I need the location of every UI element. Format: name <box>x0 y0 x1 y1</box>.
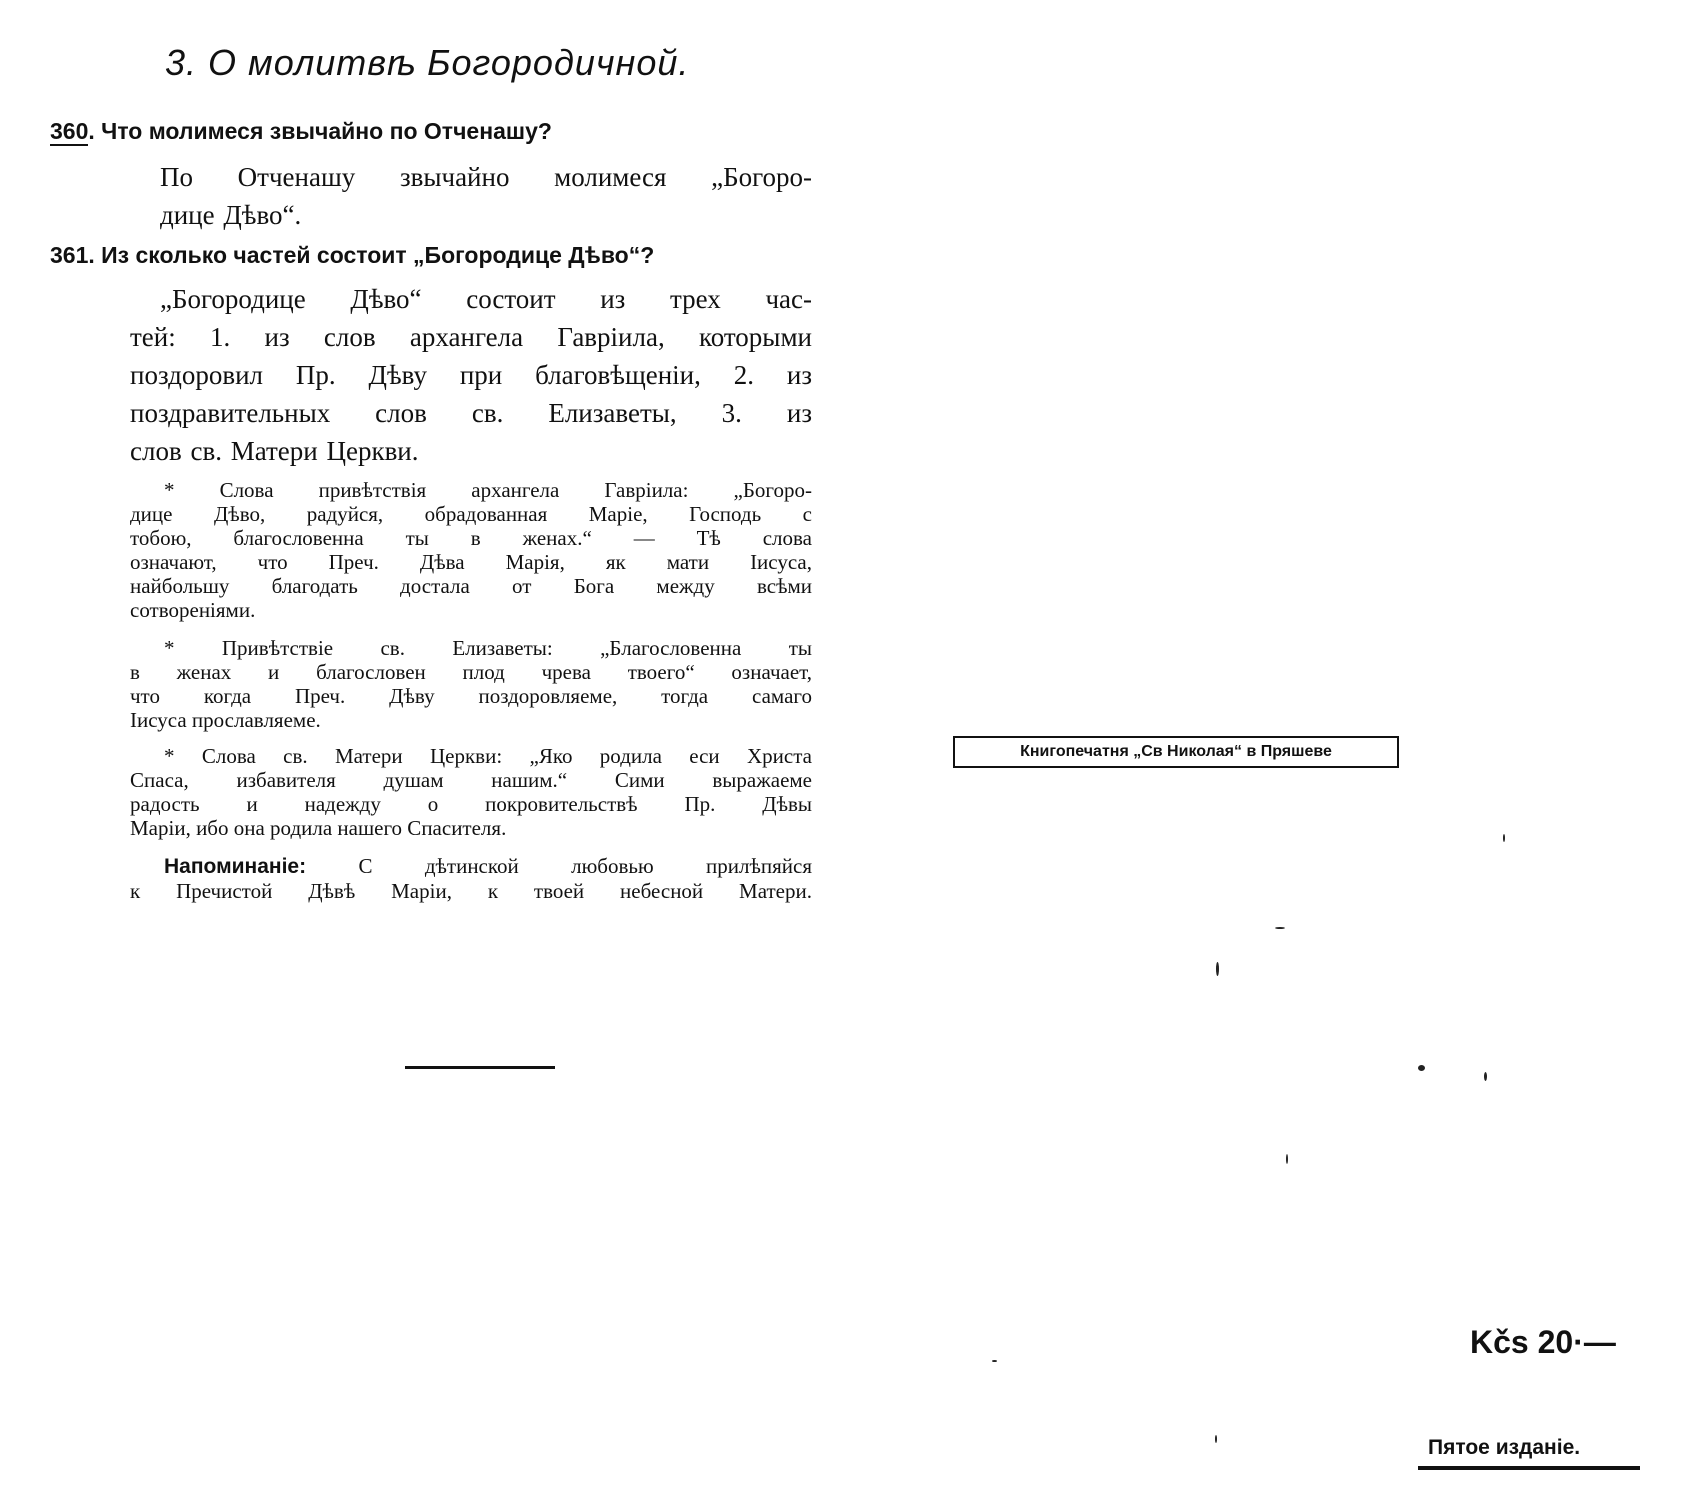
reminder-text: С дѣтинской любовью прилѣпяйся <box>306 854 812 878</box>
answer-line: „Богородице Дѣво“ состоит из трех час- <box>160 284 812 314</box>
note-line: радость и надежду о покровительствѣ Пр. Дѣвы <box>130 792 812 816</box>
reminder-line <box>130 854 812 879</box>
answer-line: слов св. Матери Церкви. <box>130 436 419 466</box>
reminder-line: к Пречистой Дѣвѣ Маріи, к твоей небесной Матери. <box>130 879 812 903</box>
scan-speck <box>1484 1072 1487 1081</box>
answer-line: поздравительных слов св. Елизаветы, 3. из <box>130 398 812 428</box>
section-title: 3. О молитвѣ Богородичной. <box>165 42 690 83</box>
reminder <box>130 854 812 903</box>
scan-speck <box>992 1360 997 1362</box>
note-line: что когда Преч. Дѣву поздоровляеме, тогда самаго <box>130 684 812 708</box>
note-line: дице Дѣво, радуйся, обрадованная Маріе, Господь с <box>130 502 812 526</box>
note-elizabeth <box>130 636 812 732</box>
printer-imprint: Книгопечатня „Св Николая“ в Пряшеве <box>953 736 1399 768</box>
note-line: в женах и благословен плод чрева твоего“ означает, <box>130 660 812 684</box>
scan-speck <box>1275 927 1285 929</box>
answer-line: дице Дѣво“. <box>160 200 302 230</box>
answer-360 <box>160 158 812 234</box>
answer-line: поздоровил Пр. Дѣву при благовѣщеніи, 2. из <box>130 360 812 390</box>
edition-label: Пятое изданіе. <box>1428 1436 1581 1459</box>
reminder-label: Напоминаніе: <box>164 855 307 878</box>
note-line: сотвореніями. <box>130 598 256 622</box>
price: Kčs 20·— <box>1470 1324 1616 1360</box>
note-church <box>130 744 812 840</box>
scan-speck <box>1418 1065 1425 1071</box>
note-line: * Слова привѣтствія архангела Гавріила: „Богоро- <box>164 478 812 502</box>
answer-line: По Отченашу звычайно молимеся „Богоро- <box>160 162 812 192</box>
scan-speck <box>1215 1435 1217 1443</box>
note-archangel <box>130 478 812 622</box>
note-line: тобою, благословенна ты в женах.“ — Тѣ слова <box>130 526 812 550</box>
scan-speck <box>1216 962 1219 976</box>
question-text: . Из сколько частей состоит „Богородице Дѣво“? <box>88 242 655 268</box>
edition-underline <box>1418 1466 1640 1470</box>
note-line: Спаса, избавителя душам нашим.“ Сими выражаеме <box>130 768 812 792</box>
note-line: означают, что Преч. Дѣва Марія, як мати Іисуса, <box>130 550 812 574</box>
question-number: 361 <box>50 242 89 268</box>
answer-line: тей: 1. из слов архангела Гавріила, которыми <box>130 322 812 352</box>
note-line: * Слова св. Матери Церкви: „Яко родила еси Христа <box>164 744 812 768</box>
scan-speck <box>1503 834 1505 842</box>
end-rule <box>405 1066 555 1069</box>
question-number: 360 <box>50 118 89 144</box>
question-361 <box>50 242 654 269</box>
answer-361 <box>130 280 812 470</box>
note-line: Маріи, ибо она родила нашего Спасителя. <box>130 816 507 840</box>
note-line: найбольшу благодать достала от Бога между всѣми <box>130 574 812 598</box>
question-text: . Что молимеся звычайно по Отченашу? <box>88 118 552 144</box>
note-line: Іисуса прославляеме. <box>130 708 321 732</box>
note-line: * Привѣтствіе св. Елизаветы: „Благословенна ты <box>164 636 812 660</box>
question-360 <box>50 118 552 145</box>
scan-speck <box>1286 1154 1288 1164</box>
